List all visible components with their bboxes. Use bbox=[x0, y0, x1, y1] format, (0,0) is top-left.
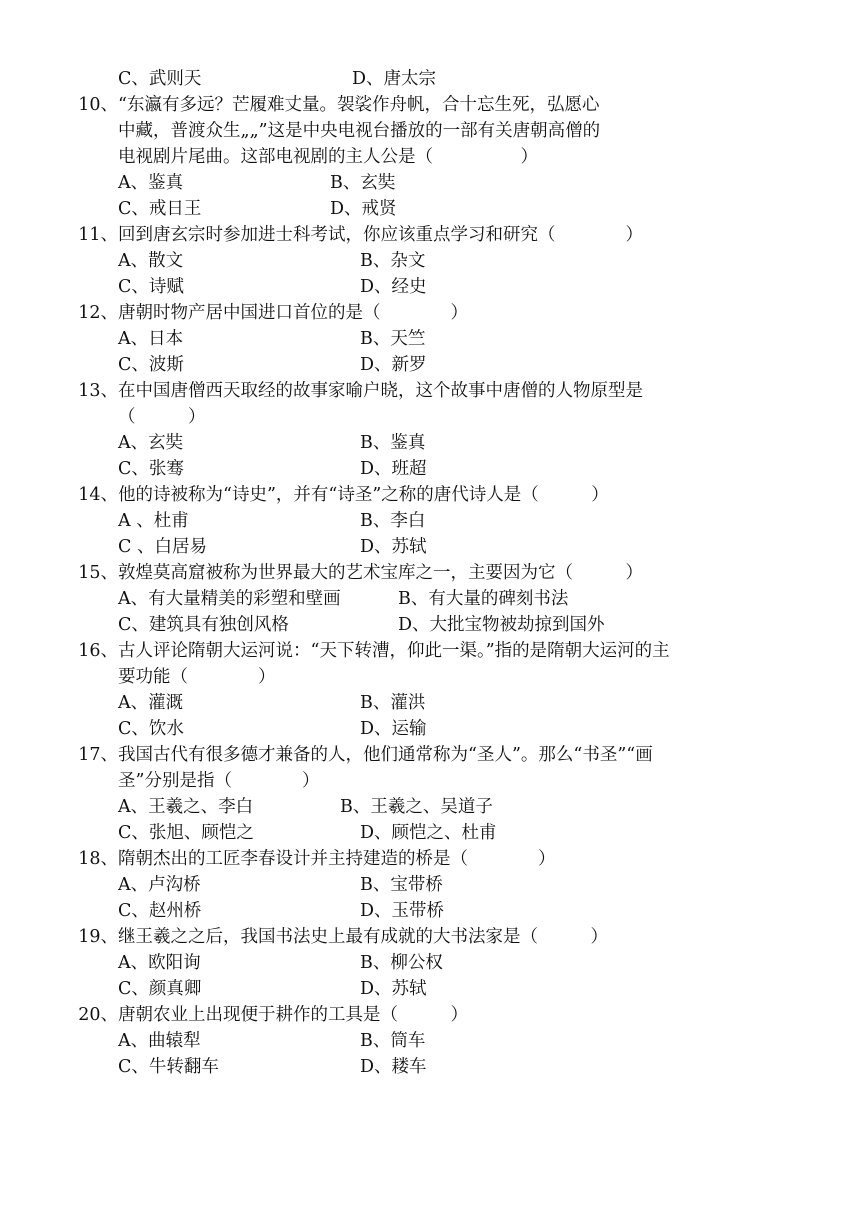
question-17 bbox=[0, 742, 860, 846]
question-number: 13、 bbox=[78, 381, 118, 401]
question-text: （ ） bbox=[118, 407, 206, 427]
question-number: 19、 bbox=[78, 927, 118, 947]
option-a: A、曲辕犁 bbox=[118, 1031, 201, 1051]
option-row bbox=[0, 170, 860, 196]
question-number: 17、 bbox=[78, 745, 118, 765]
question-10 bbox=[0, 92, 860, 222]
option-c: C、诗赋 bbox=[118, 277, 184, 297]
option-d: D、玉带桥 bbox=[360, 901, 445, 921]
option-b: B、杂文 bbox=[360, 251, 426, 271]
question-number: 12、 bbox=[78, 303, 118, 323]
option-row bbox=[0, 976, 860, 1002]
option-c: C、波斯 bbox=[118, 355, 184, 375]
option-d: D、班超 bbox=[360, 459, 427, 479]
question-text: 敦煌莫高窟被称为世界最大的艺术宝库之一，主要因为它（ ） bbox=[118, 563, 643, 583]
question-text: 隋朝杰出的工匠李春设计并主持建造的桥是（ ） bbox=[118, 849, 556, 869]
question-12 bbox=[0, 300, 860, 378]
option-c: C、赵州桥 bbox=[118, 901, 202, 921]
question-text: 中藏，普渡众生„„”这是中央电视台播放的一部有关唐朝高僧的 bbox=[118, 121, 601, 141]
option-a: A、卢沟桥 bbox=[118, 875, 201, 895]
option-a: A、王羲之、李白 bbox=[118, 797, 254, 817]
option-b: B、鉴真 bbox=[360, 433, 426, 453]
option-row bbox=[0, 612, 860, 638]
question-number: 15、 bbox=[78, 563, 118, 583]
option-row bbox=[0, 196, 860, 222]
option-b: B、王羲之、吴道子 bbox=[340, 797, 493, 817]
option-d: D、苏轼 bbox=[360, 537, 427, 557]
option-d: D、大批宝物被劫掠到国外 bbox=[398, 615, 605, 635]
option-a: A、散文 bbox=[118, 251, 184, 271]
option-d: D、唐太宗 bbox=[352, 69, 437, 89]
question-11 bbox=[0, 222, 860, 300]
question-number: 14、 bbox=[78, 485, 118, 505]
option-a: A、鉴真 bbox=[118, 173, 184, 193]
option-d: D、新罗 bbox=[360, 355, 427, 375]
option-row bbox=[0, 716, 860, 742]
option-b: B、李白 bbox=[360, 511, 426, 531]
question-text: “东瀛有多远？芒履难丈量。袈裟作舟帆，合十忘生死，弘愿心 bbox=[118, 95, 600, 115]
option-row bbox=[0, 586, 860, 612]
option-row bbox=[0, 690, 860, 716]
option-c: C、张骞 bbox=[118, 459, 184, 479]
question-number: 11、 bbox=[78, 225, 118, 245]
option-c: C、武则天 bbox=[118, 69, 202, 89]
option-b: B、柳公权 bbox=[360, 953, 443, 973]
exam-page bbox=[0, 66, 860, 1080]
question-text: 圣”分别是指（ ） bbox=[118, 771, 320, 791]
option-c: C、戒日王 bbox=[118, 199, 202, 219]
question-text: 在中国唐僧西天取经的故事家喻户晓，这个故事中唐僧的人物原型是 bbox=[118, 381, 643, 401]
option-d: D、苏轼 bbox=[360, 979, 427, 999]
option-c: C、颜真卿 bbox=[118, 979, 202, 999]
option-a: A、欧阳询 bbox=[118, 953, 201, 973]
question-text: 电视剧片尾曲。这部电视剧的主人公是（ ） bbox=[118, 147, 538, 167]
option-c: C、建筑具有独创风格 bbox=[118, 615, 289, 635]
option-row bbox=[0, 326, 860, 352]
option-b: B、宝带桥 bbox=[360, 875, 443, 895]
option-c: C、牛转翻车 bbox=[118, 1057, 219, 1077]
option-c: C、饮水 bbox=[118, 719, 184, 739]
option-row bbox=[0, 820, 860, 846]
option-a: A 、杜甫 bbox=[118, 511, 189, 531]
question-text: 古人评论隋朝大运河说：“天下转漕，仰此一渠。”指的是隋朝大运河的主 bbox=[118, 641, 670, 661]
option-c: C、张旭、顾恺之 bbox=[118, 823, 254, 843]
option-row bbox=[0, 950, 860, 976]
question-text: 要功能（ ） bbox=[118, 667, 276, 687]
option-d: D、运输 bbox=[360, 719, 427, 739]
option-row bbox=[0, 1054, 860, 1080]
question-19 bbox=[0, 924, 860, 1002]
option-b: B、天竺 bbox=[360, 329, 426, 349]
question-number: 10、 bbox=[78, 95, 118, 115]
question-text: 回到唐玄宗时参加进士科考试，你应该重点学习和研究（ ） bbox=[118, 225, 643, 245]
option-row bbox=[0, 248, 860, 274]
question-text: 唐朝时物产居中国进口首位的是（ ） bbox=[118, 303, 468, 323]
option-b: B、有大量的碑刻书法 bbox=[398, 589, 569, 609]
option-row bbox=[0, 508, 860, 534]
option-b: B、筒车 bbox=[360, 1031, 426, 1051]
question-text: 唐朝农业上出现便于耕作的工具是（ ） bbox=[118, 1005, 468, 1025]
option-row bbox=[0, 66, 860, 92]
option-row bbox=[0, 872, 860, 898]
question-13 bbox=[0, 378, 860, 482]
question-16 bbox=[0, 638, 860, 742]
option-row bbox=[0, 1028, 860, 1054]
question-number: 18、 bbox=[78, 849, 118, 869]
option-row bbox=[0, 352, 860, 378]
question-18 bbox=[0, 846, 860, 924]
option-a: A、玄奘 bbox=[118, 433, 184, 453]
option-b: B、玄奘 bbox=[330, 173, 396, 193]
question-number: 16、 bbox=[78, 641, 118, 661]
question-20 bbox=[0, 1002, 860, 1080]
option-row bbox=[0, 274, 860, 300]
question-14 bbox=[0, 482, 860, 560]
option-a: A、灌溉 bbox=[118, 693, 184, 713]
question-15 bbox=[0, 560, 860, 638]
option-row bbox=[0, 534, 860, 560]
option-d: D、顾恺之、杜甫 bbox=[360, 823, 497, 843]
option-d: D、戒贤 bbox=[330, 199, 397, 219]
option-a: A、有大量精美的彩塑和壁画 bbox=[118, 589, 341, 609]
question-number: 20、 bbox=[78, 1005, 118, 1025]
option-row bbox=[0, 794, 860, 820]
option-d: D、耧车 bbox=[360, 1057, 427, 1077]
question-text: 我国古代有很多德才兼备的人，他们通常称为“圣人”。那么“书圣”“画 bbox=[118, 745, 653, 765]
option-d: D、经史 bbox=[360, 277, 427, 297]
option-a: A、日本 bbox=[118, 329, 184, 349]
option-b: B、灌洪 bbox=[360, 693, 426, 713]
option-row bbox=[0, 430, 860, 456]
option-row bbox=[0, 898, 860, 924]
option-row bbox=[0, 456, 860, 482]
question-text: 继王羲之之后，我国书法史上最有成就的大书法家是（ ） bbox=[118, 927, 608, 947]
question-text: 他的诗被称为“诗史”，并有“诗圣”之称的唐代诗人是（ ） bbox=[118, 485, 609, 505]
option-c: C 、白居易 bbox=[118, 537, 207, 557]
